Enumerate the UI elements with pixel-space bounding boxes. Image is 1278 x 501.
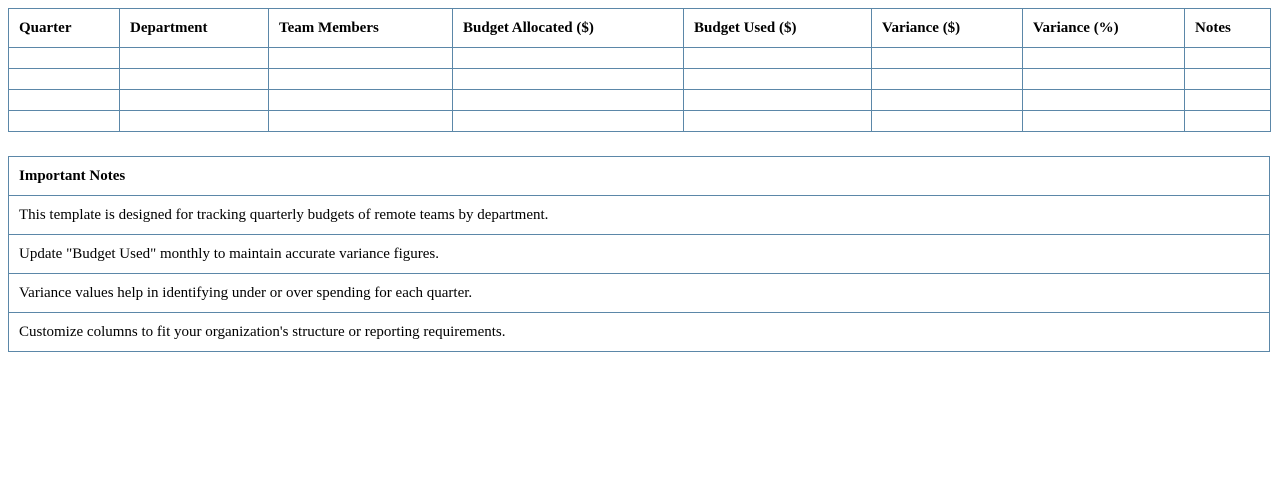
- table-cell[interactable]: [269, 90, 453, 111]
- table-cell[interactable]: [120, 90, 269, 111]
- table-cell[interactable]: [9, 69, 120, 90]
- table-cell[interactable]: [684, 111, 872, 132]
- table-cell[interactable]: [1185, 90, 1271, 111]
- table-cell[interactable]: [1185, 69, 1271, 90]
- table-cell[interactable]: [9, 48, 120, 69]
- header-quarter: Quarter: [9, 9, 120, 48]
- table-row: [9, 90, 1271, 111]
- table-cell[interactable]: [1185, 111, 1271, 132]
- table-row: [9, 111, 1271, 132]
- note-item: Variance values help in identifying under or over spending for each quarter.: [9, 274, 1270, 313]
- header-variance-percent: Variance (%): [1023, 9, 1185, 48]
- notes-row: [9, 196, 1270, 235]
- table-cell[interactable]: [9, 90, 120, 111]
- table-cell[interactable]: [269, 111, 453, 132]
- table-cell[interactable]: [453, 90, 684, 111]
- notes-header-row: [9, 157, 1270, 196]
- table-cell[interactable]: [872, 90, 1023, 111]
- notes-heading: Important Notes: [9, 157, 1270, 196]
- note-item: This template is designed for tracking quarterly budgets of remote teams by department.: [9, 196, 1270, 235]
- table-row: [9, 69, 1271, 90]
- notes-row: [9, 235, 1270, 274]
- note-item: Update "Budget Used" monthly to maintain accurate variance figures.: [9, 235, 1270, 274]
- table-row: [9, 48, 1271, 69]
- table-cell[interactable]: [9, 111, 120, 132]
- budget-table: [8, 8, 1271, 132]
- table-header-row: [9, 9, 1271, 48]
- table-cell[interactable]: [269, 69, 453, 90]
- table-cell[interactable]: [120, 69, 269, 90]
- notes-row: [9, 274, 1270, 313]
- table-cell[interactable]: [120, 111, 269, 132]
- table-cell[interactable]: [872, 111, 1023, 132]
- header-budget-used: Budget Used ($): [684, 9, 872, 48]
- header-notes: Notes: [1185, 9, 1271, 48]
- table-cell[interactable]: [1185, 48, 1271, 69]
- table-cell[interactable]: [453, 69, 684, 90]
- notes-row: [9, 313, 1270, 352]
- table-cell[interactable]: [1023, 48, 1185, 69]
- table-cell[interactable]: [684, 48, 872, 69]
- table-cell[interactable]: [1023, 90, 1185, 111]
- header-variance-amount: Variance ($): [872, 9, 1023, 48]
- table-cell[interactable]: [684, 90, 872, 111]
- table-cell[interactable]: [684, 69, 872, 90]
- table-cell[interactable]: [872, 48, 1023, 69]
- notes-table: [8, 156, 1270, 352]
- table-cell[interactable]: [120, 48, 269, 69]
- table-cell[interactable]: [872, 69, 1023, 90]
- table-cell[interactable]: [453, 48, 684, 69]
- table-cell[interactable]: [269, 48, 453, 69]
- header-department: Department: [120, 9, 269, 48]
- table-cell[interactable]: [1023, 69, 1185, 90]
- note-item: Customize columns to fit your organization's structure or reporting requirements.: [9, 313, 1270, 352]
- table-cell[interactable]: [453, 111, 684, 132]
- table-cell[interactable]: [1023, 111, 1185, 132]
- header-budget-allocated: Budget Allocated ($): [453, 9, 684, 48]
- header-team-members: Team Members: [269, 9, 453, 48]
